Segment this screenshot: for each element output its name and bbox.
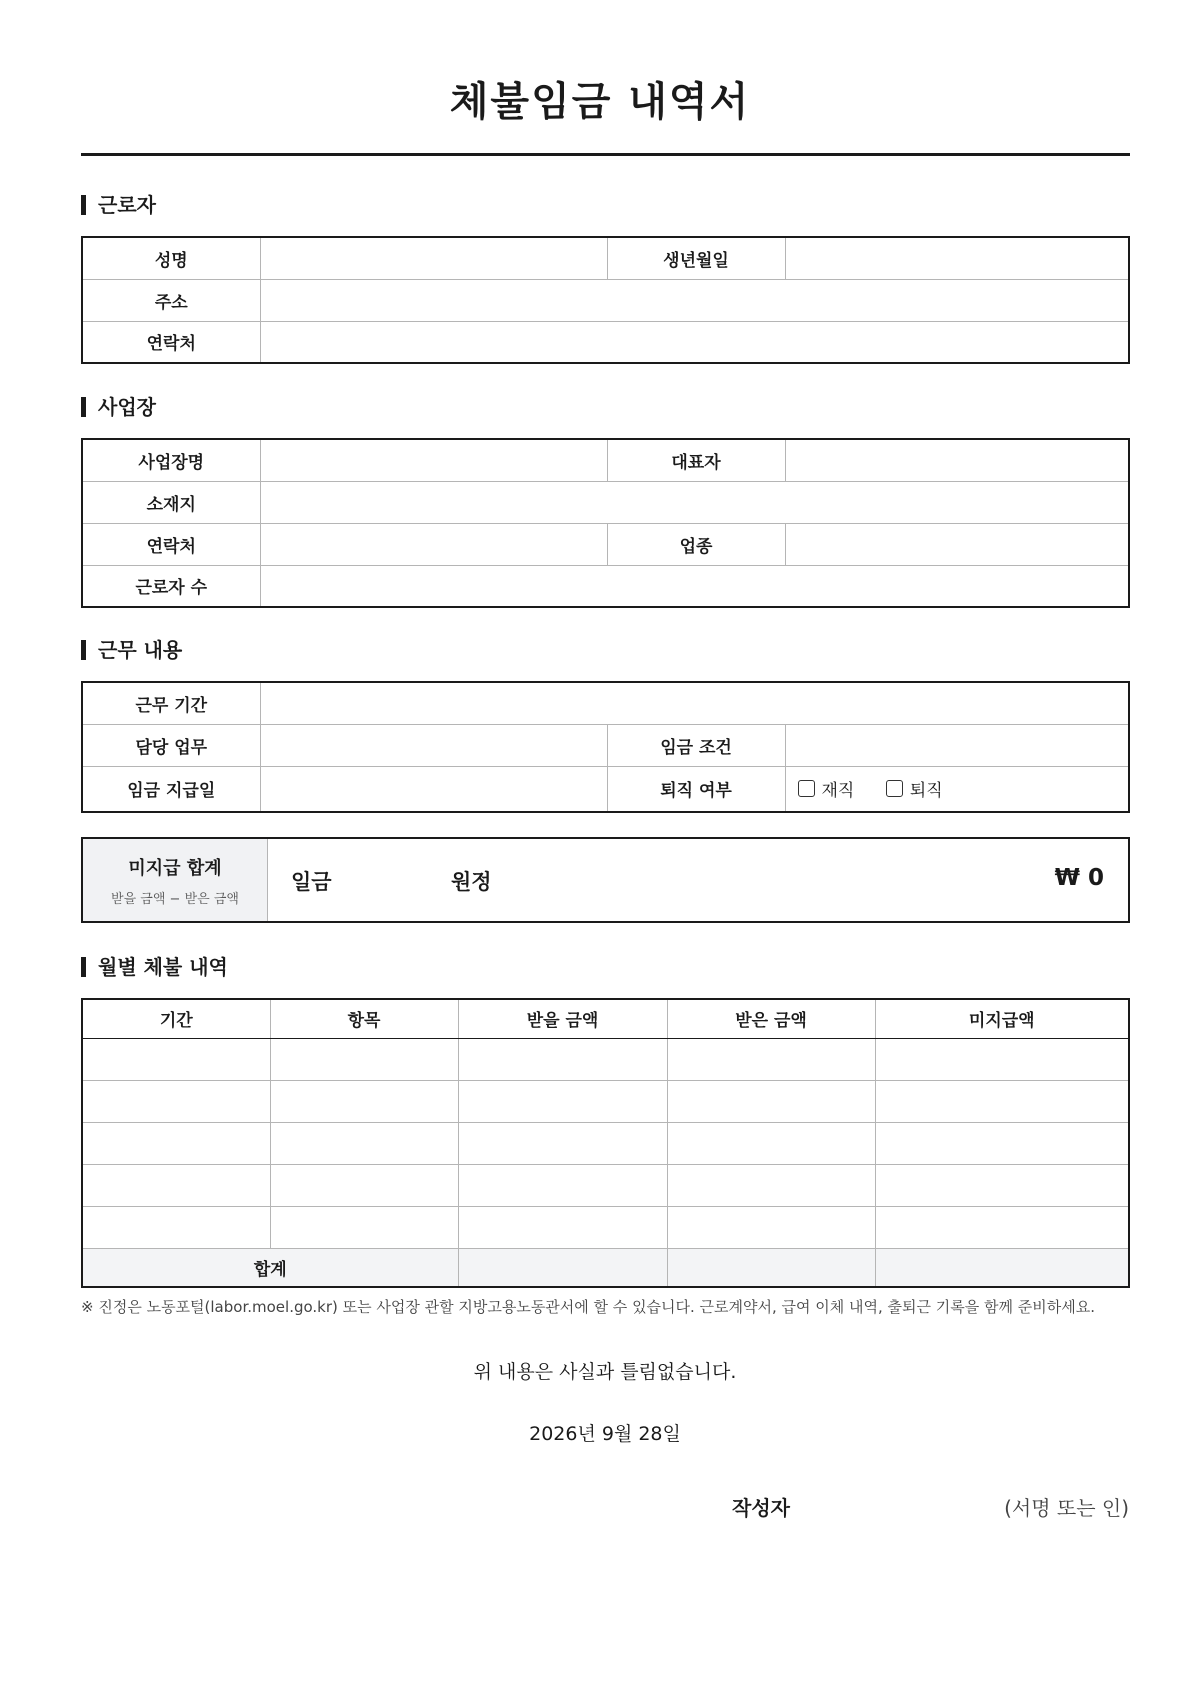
wage-condition-field[interactable] <box>785 724 1129 766</box>
sum-label: 합계 <box>82 1248 458 1287</box>
work-period-field[interactable] <box>260 682 1129 724</box>
work-period-label: 근무 기간 <box>82 682 260 724</box>
table-cell[interactable] <box>270 1038 458 1080</box>
address-field[interactable] <box>260 279 1129 321</box>
checkbox-icon <box>798 780 815 797</box>
payday-label: 임금 지급일 <box>82 766 260 812</box>
work-heading-text: 근무 내용 <box>98 638 183 662</box>
section-bar-icon <box>81 640 86 660</box>
table-cell[interactable] <box>270 1080 458 1122</box>
table-row <box>82 1080 1129 1122</box>
retirement-options <box>785 766 1129 812</box>
table-cell[interactable] <box>82 1080 270 1122</box>
sum-cell[interactable] <box>667 1248 875 1287</box>
workplace-name-label: 사업장명 <box>82 439 260 481</box>
table-cell[interactable] <box>667 1164 875 1206</box>
workplace-table <box>81 438 1130 608</box>
table-cell[interactable] <box>82 1038 270 1080</box>
checkbox-icon <box>886 780 903 797</box>
table-cell[interactable] <box>82 1164 270 1206</box>
employed-option-label: 재직 <box>821 780 855 801</box>
confirmation-statement: 위 내용은 사실과 틀림없습니다. <box>473 1361 737 1383</box>
amount-word-prefix: 일금 <box>291 870 332 894</box>
column-header: 미지급액 <box>875 999 1129 1038</box>
unpaid-total-amount: ₩ 0 <box>1054 865 1104 891</box>
sum-cell[interactable] <box>875 1248 1129 1287</box>
sum-cell[interactable] <box>458 1248 667 1287</box>
table-cell[interactable] <box>458 1080 667 1122</box>
section-bar-icon <box>81 195 86 215</box>
wage-condition-label: 임금 조건 <box>607 724 785 766</box>
writer-label: 작성자 <box>732 1496 790 1520</box>
duty-label: 담당 업무 <box>82 724 260 766</box>
representative-field[interactable] <box>785 439 1129 481</box>
table-cell[interactable] <box>270 1122 458 1164</box>
table-cell[interactable] <box>875 1164 1129 1206</box>
table-cell[interactable] <box>667 1206 875 1248</box>
duty-field[interactable] <box>260 724 607 766</box>
table-cell[interactable] <box>667 1038 875 1080</box>
unpaid-total-box <box>81 837 1130 923</box>
table-cell[interactable] <box>458 1206 667 1248</box>
table-row <box>82 1164 1129 1206</box>
table-cell[interactable] <box>82 1206 270 1248</box>
column-header: 받을 금액 <box>458 999 667 1038</box>
monthly-heading-text: 월별 체불 내역 <box>98 955 228 979</box>
table-row <box>82 1206 1129 1248</box>
table-cell[interactable] <box>875 1206 1129 1248</box>
worker-count-field[interactable] <box>260 565 1129 607</box>
unpaid-total-amount-field[interactable] <box>268 839 1128 921</box>
table-cell[interactable] <box>875 1038 1129 1080</box>
worker-contact-label: 연락처 <box>82 321 260 363</box>
column-header: 기간 <box>82 999 270 1038</box>
document-date: 2026년 9월 28일 <box>529 1423 681 1445</box>
table-row <box>82 1122 1129 1164</box>
worker-count-label: 근로자 수 <box>82 565 260 607</box>
work-table <box>81 681 1130 813</box>
workplace-heading-text: 사업장 <box>98 395 156 419</box>
retired-option-label: 퇴직 <box>909 780 943 801</box>
column-header: 받은 금액 <box>667 999 875 1038</box>
address-label: 주소 <box>82 279 260 321</box>
workplace-section-heading <box>81 395 156 419</box>
payday-field[interactable] <box>260 766 607 812</box>
table-cell[interactable] <box>667 1122 875 1164</box>
worker-table <box>81 236 1130 364</box>
title-divider <box>81 153 1130 156</box>
retirement-label: 퇴직 여부 <box>607 766 785 812</box>
unpaid-total-sublabel: 받을 금액 − 받은 금액 <box>111 891 239 907</box>
workplace-contact-label: 연락처 <box>82 523 260 565</box>
monthly-table <box>81 998 1130 1288</box>
industry-field[interactable] <box>785 523 1129 565</box>
unpaid-total-label-cell <box>83 839 268 921</box>
birth-field[interactable] <box>785 237 1129 279</box>
location-field[interactable] <box>260 481 1129 523</box>
location-label: 소재지 <box>82 481 260 523</box>
column-header: 항목 <box>270 999 458 1038</box>
table-cell[interactable] <box>270 1164 458 1206</box>
section-bar-icon <box>81 957 86 977</box>
table-cell[interactable] <box>270 1206 458 1248</box>
table-cell[interactable] <box>875 1080 1129 1122</box>
filing-note: ※ 진정은 노동포털(labor.moel.go.kr) 또는 사업장 관할 지방고용노동관서에 할 수 있습니다. 근로계약서, 급여 이체 내역, 출퇴근 기록을 함께 준비하세요. <box>81 1298 1096 1316</box>
signature-field[interactable]: (서명 또는 인) <box>1004 1496 1129 1520</box>
industry-label: 업종 <box>607 523 785 565</box>
monthly-section-heading <box>81 955 228 979</box>
document-title: 체불임금 내역서 <box>449 79 751 125</box>
table-cell[interactable] <box>875 1122 1129 1164</box>
workplace-contact-field[interactable] <box>260 523 607 565</box>
name-field[interactable] <box>260 237 607 279</box>
workplace-name-field[interactable] <box>260 439 607 481</box>
section-bar-icon <box>81 397 86 417</box>
retired-checkbox[interactable] <box>886 776 943 801</box>
table-row <box>82 1038 1129 1080</box>
worker-contact-field[interactable] <box>260 321 1129 363</box>
table-cell[interactable] <box>458 1122 667 1164</box>
work-section-heading <box>81 638 182 662</box>
table-cell[interactable] <box>82 1122 270 1164</box>
worker-section-heading <box>81 193 156 217</box>
table-cell[interactable] <box>458 1164 667 1206</box>
sum-row <box>82 1248 1129 1287</box>
worker-heading-text: 근로자 <box>98 193 156 217</box>
table-cell[interactable] <box>458 1038 667 1080</box>
representative-label: 대표자 <box>607 439 785 481</box>
employed-checkbox[interactable] <box>798 776 855 801</box>
amount-word-suffix: 원정 <box>451 870 492 894</box>
table-cell[interactable] <box>667 1080 875 1122</box>
unpaid-total-label: 미지급 합계 <box>128 857 222 879</box>
name-label: 성명 <box>82 237 260 279</box>
birth-label: 생년월일 <box>607 237 785 279</box>
